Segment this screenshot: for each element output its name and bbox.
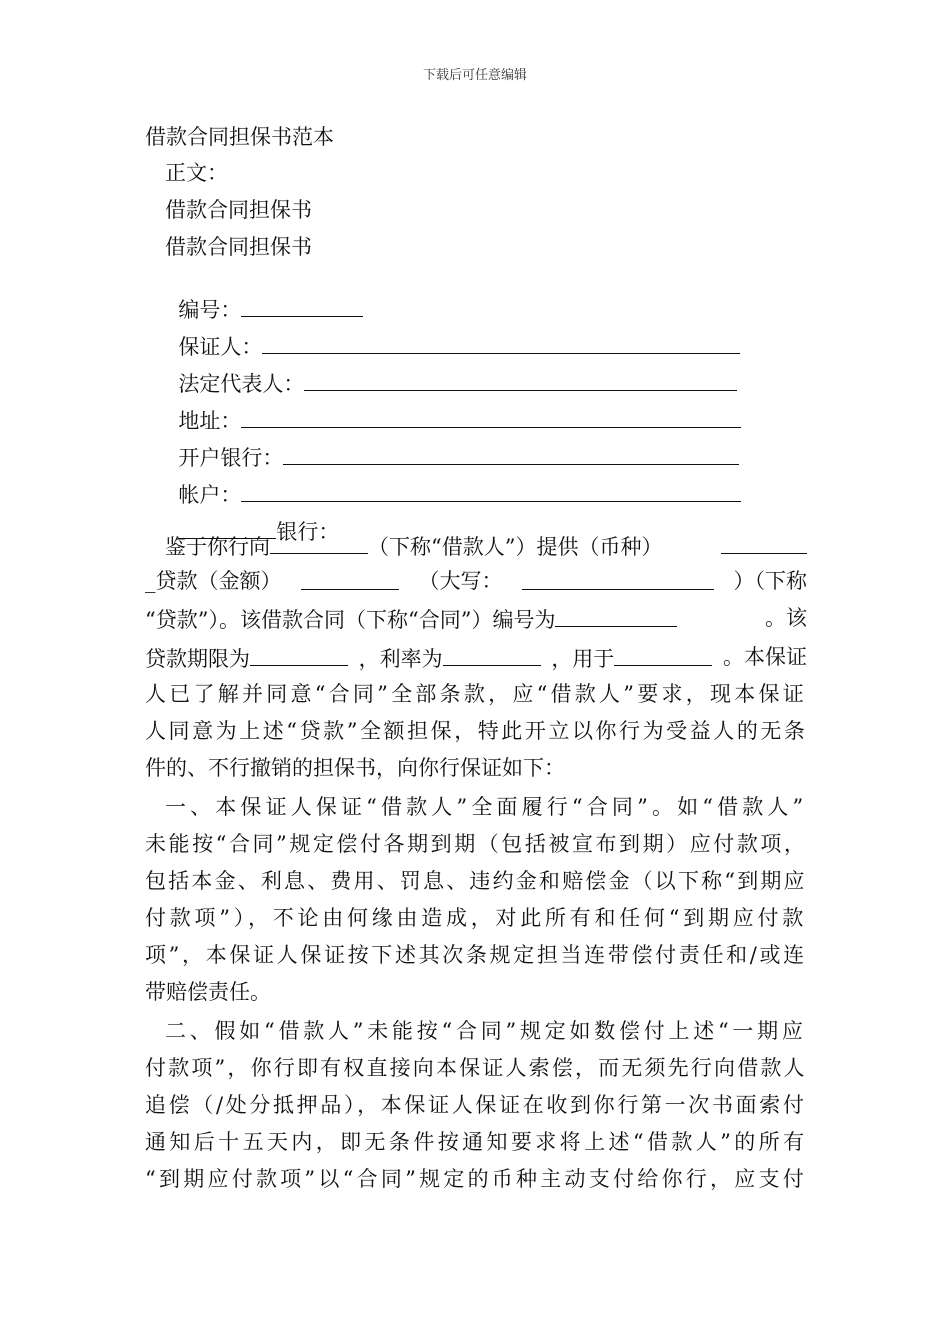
para1-text: ，利率为 (358, 647, 443, 671)
para1-text: ）（下称 (733, 569, 807, 593)
field-account-label: 帐户： (178, 483, 242, 507)
para1-text: （下称“借款人”）提供（币种） (368, 535, 663, 559)
para1-line7: 件的、不行撤销的担保书，向你行保证如下： (145, 756, 565, 780)
clause1-line4: 付款项”），不论由何缘由造成，对此所有和任何“到期应付款 (145, 906, 807, 930)
clause1-line2: 未能按“合同”规定偿付各期到期（包括被宣布到期）应付款项， (145, 832, 808, 856)
rate-blank (443, 645, 541, 666)
clause1-line5: 项”，本保证人保证按下述其次条规定担当连带偿付责任和/或连 (145, 943, 807, 967)
field-number-label: 编号： (178, 298, 242, 322)
body-label: 正文： (165, 161, 228, 185)
para1-text: （大写： (418, 569, 503, 593)
para1-text: _贷款（金额） (145, 569, 282, 593)
field-addressee-bank-label: 银行： (276, 520, 340, 544)
clause2-line5: “到期应付款项”以“合同”规定的币种主动支付给你行，应支付 (145, 1167, 807, 1191)
para1-text: 贷款期限为 (145, 647, 250, 671)
clause2-line3: 追偿（/处分抵押品），本保证人保证在收到你行第一次书面索付 (145, 1093, 807, 1117)
clause2-line4: 通知后十五天内，即无条件按通知要求将上述“借款人”的所有 (145, 1130, 808, 1154)
para1-text: “贷款”）。该借款合同（下称“合同”）编号为 (145, 608, 556, 632)
para1-line2 (145, 569, 807, 593)
field-legal-rep-label: 法定代表人： (178, 372, 305, 396)
clause1-line3: 包括本金、利息、费用、罚息、违约金和赔偿金（以下称“到期应 (145, 869, 807, 893)
clause1-line6: 带赔偿责任。 (145, 980, 271, 1004)
page-header-note: 下载后可任意编辑 (422, 68, 527, 83)
field-address-label: 地址： (178, 409, 242, 433)
subtitle-1: 借款合同担保书 (165, 198, 312, 222)
document-title: 借款合同担保书范本 (145, 125, 334, 149)
para1-text: ，用于 (551, 647, 615, 671)
subtitle-2: 借款合同担保书 (165, 235, 312, 259)
purpose-blank (614, 645, 712, 666)
field-guarantor-label: 保证人： (178, 335, 263, 359)
para1-line4 (145, 645, 807, 671)
currency-blank (721, 533, 807, 554)
contract-number-blank (555, 606, 677, 627)
borrower-blank (270, 533, 368, 554)
para1-text: 。本保证 (722, 645, 807, 669)
clause2-line1: 二、假如“借款人”未能按“合同”规定如数偿付上述“一期应 (165, 1019, 807, 1043)
clause1-line1: 一、本保证人保证“借款人”全面履行“合同”。如“借款人” (165, 795, 808, 819)
clause2-line2: 付款项”，你行即有权直接向本保证人索偿，而无须先行向借款人 (145, 1056, 807, 1080)
term-blank (250, 645, 348, 666)
para1-line1 (165, 533, 807, 559)
field-bank-label: 开户银行： (178, 446, 284, 470)
para1-text: 。该 (765, 606, 807, 630)
para1-line5: 人已了解并同意“合同”全部条款，应“借款人”要求，现本保证 (145, 682, 807, 706)
para1-line6: 人同意为上述“贷款”全额担保，特此开立以你行为受益人的无条 (145, 719, 808, 743)
para1-text: 鉴于你行向 (165, 535, 270, 559)
amount-blank (301, 569, 399, 590)
amount-words-blank (522, 569, 714, 590)
para1-line3 (145, 606, 807, 632)
